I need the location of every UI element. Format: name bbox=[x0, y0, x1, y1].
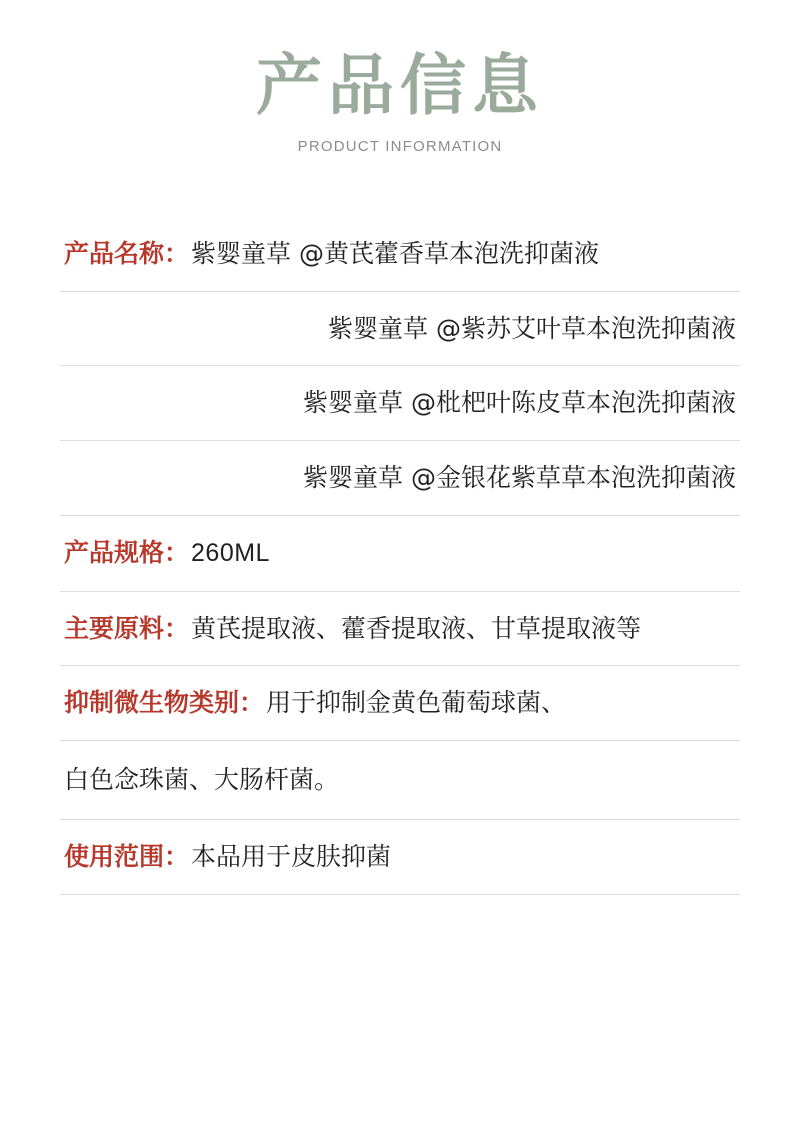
info-row-product-name-alt-2 bbox=[60, 366, 740, 441]
info-row-microorganism-category-continued bbox=[60, 741, 740, 820]
page-header bbox=[0, 0, 800, 155]
info-value: 260ML bbox=[191, 538, 270, 567]
info-label: 主要原料： bbox=[64, 613, 190, 643]
info-value: 本品用于皮肤抑菌 bbox=[191, 841, 392, 871]
info-label: 抑制微生物类别： bbox=[64, 688, 265, 718]
info-row-product-name bbox=[60, 217, 740, 292]
info-value: 紫婴童草 @黄芪藿香草本泡洗抑菌液 bbox=[191, 238, 599, 268]
info-value: 紫婴童草 @紫苏艾叶草本泡洗抑菌液 bbox=[328, 313, 736, 343]
info-label: 使用范围： bbox=[64, 841, 190, 871]
info-row-product-name-alt-1 bbox=[60, 292, 740, 367]
info-row-main-ingredients bbox=[60, 592, 740, 667]
page-subtitle: PRODUCT INFORMATION bbox=[297, 137, 503, 155]
info-row-microorganism-category bbox=[60, 666, 740, 741]
info-value: 紫婴童草 @枇杷叶陈皮草本泡洗抑菌液 bbox=[303, 388, 736, 418]
product-info-list bbox=[60, 217, 740, 895]
info-value: 黄芪提取液、藿香提取液、甘草提取液等 bbox=[191, 613, 642, 643]
info-value: 紫婴童草 @金银花紫草草本泡洗抑菌液 bbox=[303, 463, 736, 493]
info-value: 用于抑制金黄色葡萄球菌、 bbox=[266, 688, 567, 718]
info-row-specification bbox=[60, 516, 740, 592]
info-value: 白色念珠菌、大肠杆菌。 bbox=[64, 765, 340, 795]
info-row-product-name-alt-3 bbox=[60, 441, 740, 516]
info-label: 产品规格： bbox=[64, 537, 190, 567]
info-row-scope-of-use bbox=[60, 820, 740, 895]
page-title: 产品信息 bbox=[256, 47, 544, 124]
info-label: 产品名称： bbox=[64, 238, 190, 268]
